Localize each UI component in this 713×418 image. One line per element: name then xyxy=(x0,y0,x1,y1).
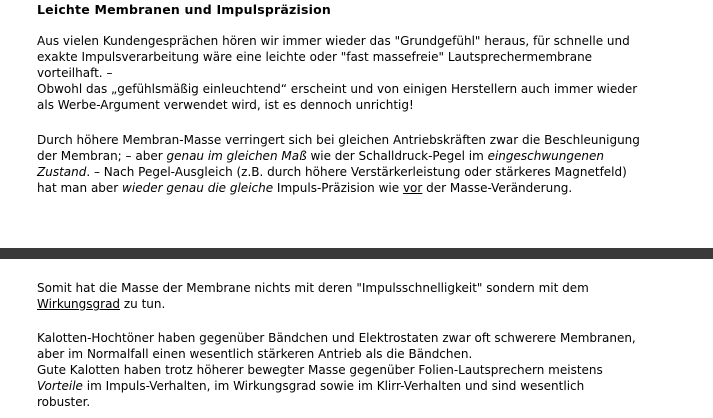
emphasis-text: wieder genau die gleiche xyxy=(122,181,274,195)
paragraph-dome-tweeters xyxy=(37,330,707,410)
emphasis-text: eingeschwungenen xyxy=(487,149,604,163)
text-line: robuster. xyxy=(37,395,91,409)
text-line xyxy=(37,148,707,164)
underlined-text: Wirkungsgrad xyxy=(37,297,121,311)
text-line: aber im Normalfall einen wesentlich stärkeren Antrieb als die Bändchen. xyxy=(37,347,473,361)
text-run: im Impuls-Verhalten, im Wirkungsgrad sowie im Klirr-Verhalten und sind wesentlich xyxy=(82,379,585,393)
text-run: zu tun. xyxy=(120,297,166,311)
paragraph-mass-explanation xyxy=(37,132,707,196)
text-line xyxy=(37,378,707,394)
text-run: wie der Schalldruck-Pegel im xyxy=(306,149,488,163)
paragraph-intro xyxy=(37,33,707,113)
text-run: hat man aber xyxy=(37,181,123,195)
text-line: Gute Kalotten haben trotz höherer bewegter Masse gegenüber Folien-Lautsprechern meistens xyxy=(37,363,603,377)
text-line xyxy=(37,180,707,196)
text-line xyxy=(37,164,707,180)
text-line: exakte Impulsverarbeitung wäre eine leichte oder "fast massefreie" Lautsprechermembrane xyxy=(37,50,593,64)
page-break-divider xyxy=(0,248,713,259)
text-line: vorteilhaft. – xyxy=(37,66,113,80)
text-line: Aus vielen Kundengesprächen hören wir immer wieder das "Grundgefühl" heraus, für schnelle und xyxy=(37,34,630,48)
emphasis-text: genau im gleichen Maß xyxy=(166,149,307,163)
underlined-text: vor xyxy=(402,181,423,195)
text-run: der Membran; – aber xyxy=(37,149,167,163)
text-line: Kalotten-Hochtöner haben gegenüber Bändchen und Elektrostaten zwar oft schwerere Membranen, xyxy=(37,331,636,345)
emphasis-text: Vorteile xyxy=(37,379,83,393)
text-run: . – Nach Pegel-Ausgleich (z.B. durch höhere Verstärkerleistung oder stärkeres Magnetfeld) xyxy=(86,165,627,179)
text-line: Obwohl das „gefühlsmäßig einleuchtend“ erscheint und von einigen Herstellern auch immer wieder xyxy=(37,82,638,96)
text-line: Durch höhere Membran-Masse verringert sich bei gleichen Antriebskräften zwar die Beschleunigung xyxy=(37,133,640,147)
emphasis-text: Zustand xyxy=(37,165,87,179)
text-line: Somit hat die Masse der Membrane nichts mit deren "Impulsschnelligkeit" sondern mit dem xyxy=(37,281,589,295)
article-heading: Leichte Membranen und Impulspräzision xyxy=(37,2,332,17)
text-run: der Masse-Veränderung. xyxy=(422,181,573,195)
paragraph-efficiency xyxy=(37,280,707,312)
text-line: als Werbe-Argument verwendet wird, ist es dennoch unrichtig! xyxy=(37,98,414,112)
lower-page-section xyxy=(0,259,713,418)
text-line xyxy=(37,296,707,312)
text-run: Impuls-Präzision wie xyxy=(273,181,403,195)
